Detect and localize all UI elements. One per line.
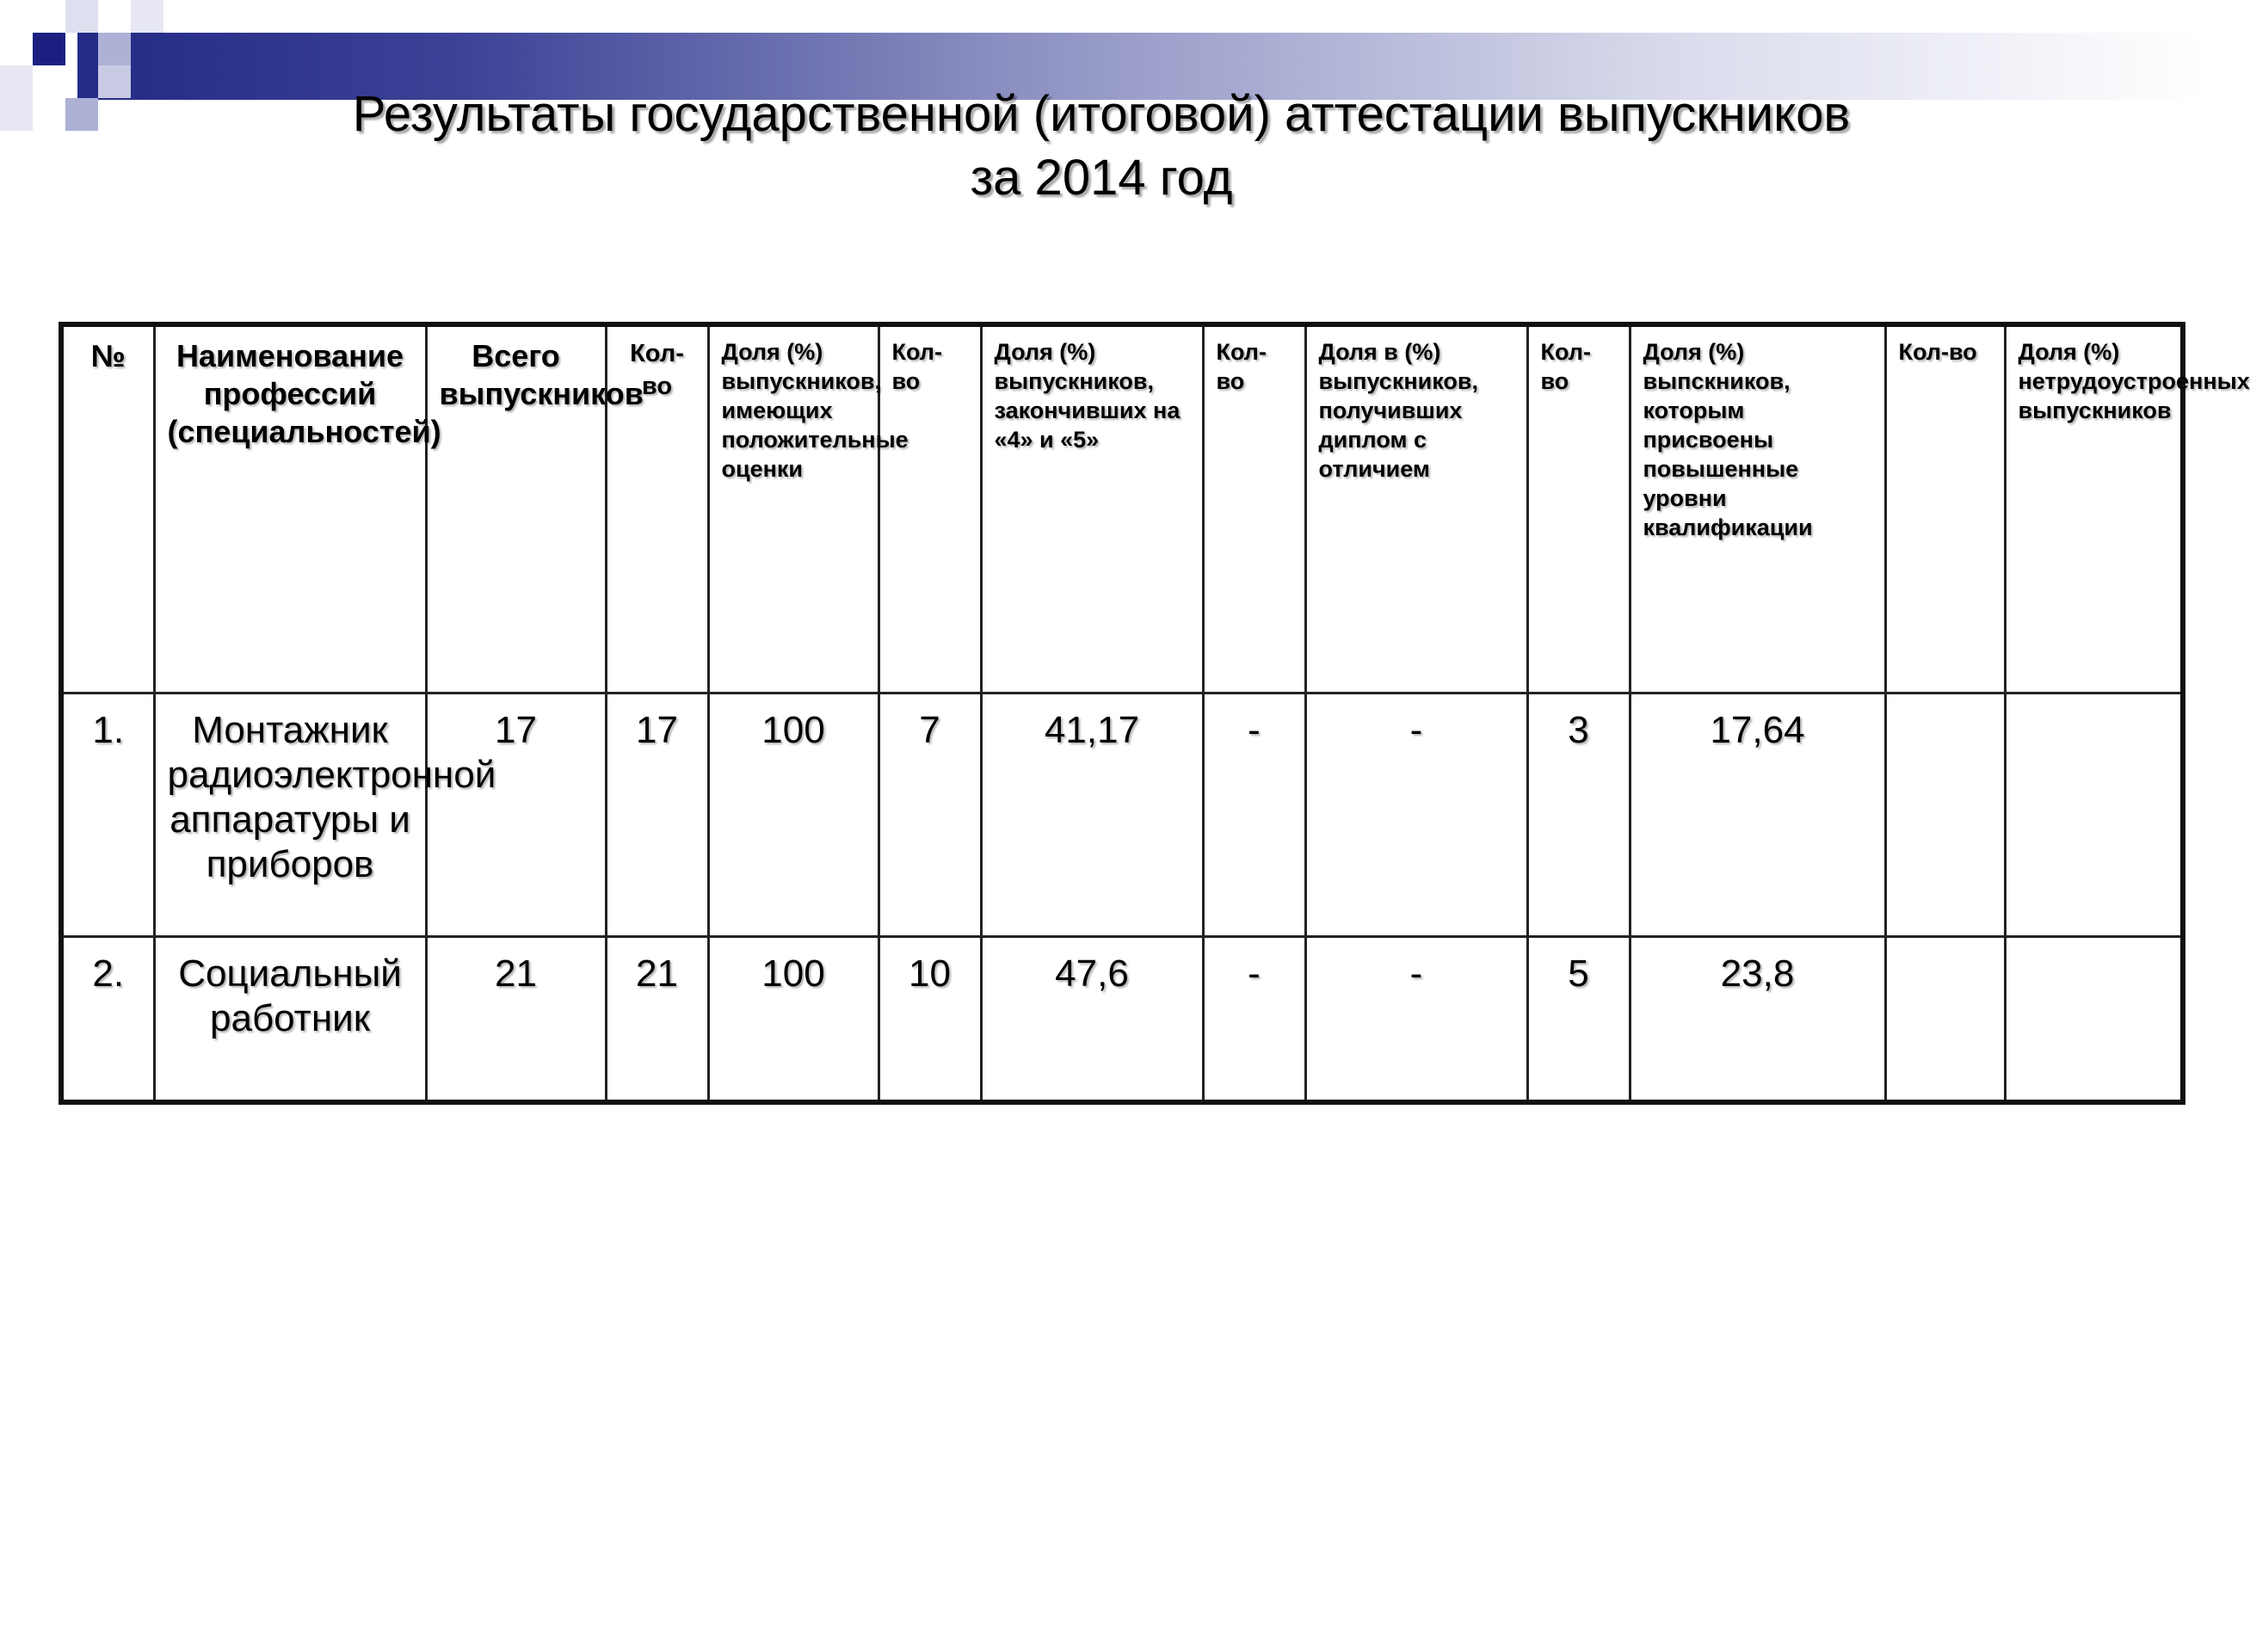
decor-square: [65, 0, 98, 33]
cell-count-qualification: 5: [1527, 937, 1630, 1103]
cell-count-honors: -: [1203, 937, 1305, 1103]
cell-share-unemployed: [2005, 693, 2183, 937]
table-header-row: [61, 324, 2183, 693]
decor-square: [0, 0, 33, 33]
cell-count-honors: -: [1203, 693, 1305, 937]
header-total-graduates: Всего выпускников: [426, 324, 606, 693]
cell-total: 17: [426, 693, 606, 937]
decor-square: [131, 0, 163, 33]
header-share-honors: Доля в (%) выпускников, получивших диплом с отличием: [1305, 324, 1527, 693]
decor-square: [98, 65, 131, 98]
header-profession: Наименование профессий (специальностей): [154, 324, 426, 693]
cell-share-good: 41,17: [981, 693, 1203, 937]
table-row: [61, 693, 2183, 937]
cell-number: 1.: [61, 693, 154, 937]
cell-share-qualification: 23,8: [1630, 937, 1885, 1103]
cell-count-unemployed: [1885, 693, 2005, 937]
table-row: [61, 937, 2183, 1103]
results-table: [59, 322, 2250, 1105]
cell-count-positive: 21: [606, 937, 708, 1103]
header-count-positive: Кол-во: [606, 324, 708, 693]
header-count-qualification: Кол-во: [1527, 324, 1630, 693]
cell-count-unemployed: [1885, 937, 2005, 1103]
cell-share-unemployed: [2005, 937, 2183, 1103]
header-share-qualification: Доля (%) выпскников, которым присвоены повышенные уровни квалификации: [1630, 324, 1885, 693]
header-count-unemployed: Кол-во: [1885, 324, 2005, 693]
cell-count-positive: 17: [606, 693, 708, 937]
cell-count-good: 7: [878, 693, 981, 937]
cell-share-good: 47,6: [981, 937, 1203, 1103]
decor-square: [33, 33, 65, 65]
header-number: №: [61, 324, 154, 693]
cell-share-qualification: 17,64: [1630, 693, 1885, 937]
title-line-1: Результаты государственной (итоговой) аттестации выпускников: [352, 86, 1851, 142]
cell-profession: Социальный работник: [154, 937, 426, 1103]
header-share-unemployed: Доля (%) нетрудоустроенных выпускников: [2005, 324, 2183, 693]
cell-share-positive: 100: [708, 937, 878, 1103]
cell-total: 21: [426, 937, 606, 1103]
header-count-honors: Кол-во: [1203, 324, 1305, 693]
header-count-good: Кол-во: [878, 324, 981, 693]
cell-profession: Монтажник радиоэлектронной аппаратуры и приборов: [154, 693, 426, 937]
decor-square: [98, 33, 131, 65]
cell-share-honors: -: [1305, 937, 1527, 1103]
title-line-2: за 2014 год: [970, 150, 1233, 206]
decor-square: [0, 65, 33, 131]
cell-share-honors: -: [1305, 693, 1527, 937]
cell-count-qualification: 3: [1527, 693, 1630, 937]
page-title: [172, 83, 2031, 210]
decor-square: [65, 98, 98, 131]
header-share-good: Доля (%) выпускников, закончивших на «4» и «5»: [981, 324, 1203, 693]
header-share-positive: Доля (%) выпускников, имеющих положительные оценки: [708, 324, 878, 693]
cell-count-good: 10: [878, 937, 981, 1103]
cell-number: 2.: [61, 937, 154, 1103]
cell-share-positive: 100: [708, 693, 878, 937]
